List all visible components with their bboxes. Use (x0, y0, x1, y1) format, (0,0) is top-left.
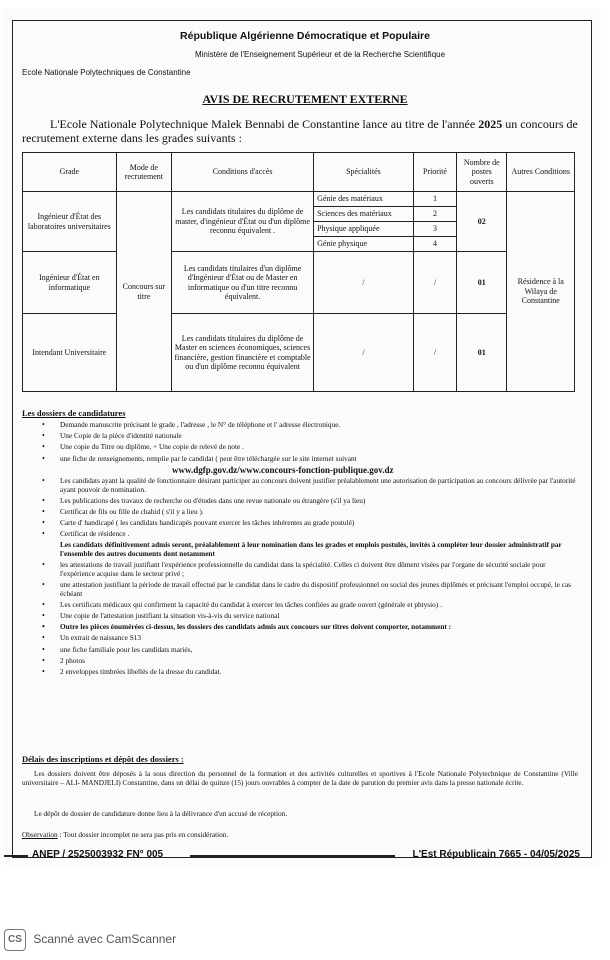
observation-text: : Tout dossier incomplet ne sera pas pris en considération. (59, 830, 229, 839)
camscanner-logo-icon: CS (4, 929, 26, 951)
delai-heading: Délais des inscriptions et dépôt des dossiers : (22, 754, 184, 764)
footer-rule-left (4, 855, 28, 857)
posts-cell (457, 252, 507, 314)
speciality-cell: Génie des matériaux (314, 192, 414, 207)
item-text: Une copie de l'attestation justifiant la situation vis-à-vis du service national (60, 611, 280, 620)
observation (22, 830, 578, 839)
table-header-row (23, 153, 575, 192)
mode-cell: Concours sur titre (116, 192, 171, 392)
camscanner-text: Scanné avec CamScanner (33, 932, 177, 947)
col-header-specialities: Spécialités (314, 153, 414, 192)
item-text: Certificat de résidence . (60, 529, 130, 539)
footer-newspaper: L'Est Républicain 7665 - 04/05/2025 (412, 849, 580, 860)
conditions-cell: Les candidats titulaires du diplôme de Master en sciences économiques, sciences financière, gestion financière et comptable ou d'un diplôme reconnu équivalent (172, 314, 314, 392)
conditions-cell: Les candidats titulaires d'un diplôme d'Ingénieur d'État ou de Master en informatique ou d'un titre reconnu équivalent. (172, 252, 314, 314)
bullet-icon: • (42, 580, 45, 590)
list-item (22, 497, 578, 506)
list-item (22, 455, 578, 464)
bullet-icon: • (42, 475, 45, 485)
bullet-icon: • (42, 666, 45, 676)
websites-line: www.dgfp.gov.dz/www.concours-fonction-publique.gov.dz (172, 464, 394, 475)
priority-cell: / (413, 314, 456, 392)
list-item (22, 657, 578, 666)
ministry-header: Ministère de l'Enseignement Supérieur et de la Recherche Scientifique (194, 50, 446, 59)
list-item (22, 421, 578, 430)
other-conditions-cell: Résidence à la Wilaya de Constantine (507, 192, 575, 392)
list-item (22, 668, 578, 677)
intro-year: 2025 (478, 117, 503, 131)
col-header-mode: Mode de recrutement (116, 153, 171, 192)
col-header-grade: Grade (23, 153, 117, 192)
bullet-icon: • (42, 506, 45, 516)
bullet-icon: • (42, 495, 45, 505)
item-text: Les candidats ayant la qualité de fonctionnaire désirant participer au concours doivent justifier préalablement une autorisation de participation au concours délivrée par l'autorité ayant pouvoir de nomination. (60, 475, 576, 494)
bullet-icon: • (42, 611, 45, 620)
speciality-cell: Génie physique (314, 237, 414, 252)
item-text: 2 photos (60, 655, 85, 665)
col-header-priority: Priorité (413, 153, 456, 192)
posts-value: 01 (477, 347, 486, 357)
posts-cell (457, 192, 507, 252)
item-text: Demande manuscrite précisant le grade , l'adresse , le N° de téléphone et l' adresse électronique. (60, 420, 341, 429)
speciality-cell: / (314, 314, 414, 392)
item-text: Certificat de fils ou fille de chahid ( s'il y a lieu ). (60, 506, 204, 516)
list-item (22, 432, 578, 441)
list-item (22, 623, 578, 632)
bullet-icon: • (42, 622, 45, 632)
observation-label: Observation (22, 830, 58, 839)
footer-rule (190, 855, 395, 857)
conditions-cell: Les candidats titulaires du diplôme de master, d'ingénieur d'État ou d'un diplôme reconnu équivalent . (172, 192, 314, 252)
item-text: les attestations de travail justifiant l'expérience professionnelle du candidat dans la spécialité. Celles ci doivent être dûment visées par l'organe de sécurité sociale pour l'expérience acquise dans le secteur privé ; (60, 560, 546, 578)
footer-bar (0, 849, 610, 863)
item-text: une fiche familiale pour les candidats mariés, (60, 644, 193, 654)
admitted-note (22, 541, 578, 558)
bullet-icon: • (42, 655, 45, 665)
list-item (22, 601, 578, 610)
col-header-conditions: Conditions d'accès (172, 153, 314, 192)
speciality-cell: / (314, 252, 414, 314)
bullet-icon: • (42, 599, 45, 609)
item-text: une attestation justifiant la période de travail effectué par le candidat dans le cadre du dispositif professionnel ou social des jeunes diplômés et précisant l'emploi occupé, le cas échéant (60, 580, 571, 598)
delai-paragraph: Les dossiers doivent être déposés à la sous direction du personnel de la formation et des activités culturelles et sportives à l'Ecole Nationale Polytechnique de Constantine (Ville universitaire – ALI- MANDJELI) Constantine, dans un délai de quinze (15) jours ouvrables à compter de la date de parution du premier avis dans la presse nationale écrite. (22, 769, 578, 787)
speciality-cell: Sciences des matériaux (314, 207, 414, 222)
grade-cell: Ingénieur d'État en informatique (23, 252, 117, 314)
item-text: Les certificats médicaux qui confirment la capacité du candidat à exercer les tâches confiées au grade ouvert (générale et phtysio) . (60, 599, 442, 609)
list-item (22, 581, 578, 598)
item-text: Carte d' handicapé ( les candidats handicapés pouvant exercer les tâches inhérentes au grade postulé) (60, 518, 355, 528)
bullet-icon: • (42, 453, 45, 463)
title-text: AVIS DE RECRUTEMENT EXTERNE (202, 92, 408, 106)
list-item (22, 443, 578, 452)
posts-cell (457, 314, 507, 392)
list-item (22, 646, 578, 655)
priority-cell: / (413, 252, 456, 314)
receipt-paragraph: Le dépôt de dossier de candidature donne lieu à la délivrance d'un accusé de réception. (34, 809, 288, 818)
intro-text2: un concours de recrutement externe dans les grades suivants : (22, 117, 578, 145)
item-text: Outre les pièces énumérées ci-dessus, les dossiers des candidats admis aux concours sur titres doivent comporter, notamment : (60, 622, 452, 632)
list-item (22, 477, 578, 494)
grade-cell: Intendant Universitaire (23, 314, 117, 392)
list-item (22, 508, 578, 517)
list-item (22, 561, 578, 578)
dossiers-list (22, 421, 578, 679)
bullet-icon: • (42, 518, 45, 528)
posts-value: 02 (477, 216, 486, 226)
dossiers-heading: Les dossiers de candidatures (22, 408, 126, 418)
camscanner-watermark (4, 929, 176, 951)
document-title (0, 92, 610, 107)
bullet-icon: • (42, 560, 45, 570)
bullet-icon: • (42, 529, 45, 539)
bullet-icon: • (42, 442, 45, 452)
bullet-icon: • (42, 420, 45, 429)
school-header: Ecole Nationale Polytechniques de Constantine (22, 68, 191, 77)
priority-cell: 4 (413, 237, 456, 252)
footer-anep-ref: ANEP / 2525003932 FN° 005 (32, 849, 164, 860)
intro-text: L'Ecole Nationale Polytechnique Malek Bennabi de Constantine lance au titre de l'année (50, 117, 476, 131)
table-row (23, 252, 575, 314)
item-text: une fiche de renseignements, remplie par le candidat ( peut être téléchargée sur le site internet suivant (60, 453, 357, 463)
item-text: Un extrait de naissance S13 (60, 633, 142, 643)
item-text: 2 enveloppes timbrées libellés de la dresse du candidat. (60, 666, 222, 676)
recruitment-table (22, 152, 575, 392)
speciality-cell: Physique appliquée (314, 222, 414, 237)
item-text: Une Copie de la pièce d'identité nationale (60, 431, 182, 441)
posts-value: 01 (477, 277, 486, 287)
table-row (23, 192, 575, 207)
priority-cell: 2 (413, 207, 456, 222)
list-item (22, 519, 578, 528)
col-header-other: Autres Conditions (507, 153, 575, 192)
intro-paragraph (22, 117, 582, 145)
grade-cell: Ingénieur d'État des laboratoires universitaires (23, 192, 117, 252)
table-row (23, 314, 575, 392)
bullet-icon: • (42, 644, 45, 654)
bullet-icon: • (42, 633, 45, 643)
item-text: Les candidats définitivement admis seront, préalablement à leur nomination dans les grades et emplois postulés, invités à compléter leur dossier administratif par l'ensemble des autres documents dont notamment (60, 540, 562, 559)
list-item (22, 634, 578, 643)
bullet-icon: • (42, 431, 45, 441)
priority-cell: 1 (413, 192, 456, 207)
col-header-posts: Nombre de postes ouverts (457, 153, 507, 192)
republic-header: République Algérienne Démocratique et Populaire (180, 30, 430, 42)
item-text: Une copie du Titre ou diplôme, + Une copie de relevé de note . (60, 442, 244, 452)
priority-cell: 3 (413, 222, 456, 237)
list-item (22, 612, 578, 621)
item-text: Les publications des travaux de recherche ou d'études dans une revue nationale ou étrangère (s'il ya lieu) (60, 495, 366, 505)
list-item (22, 530, 578, 539)
